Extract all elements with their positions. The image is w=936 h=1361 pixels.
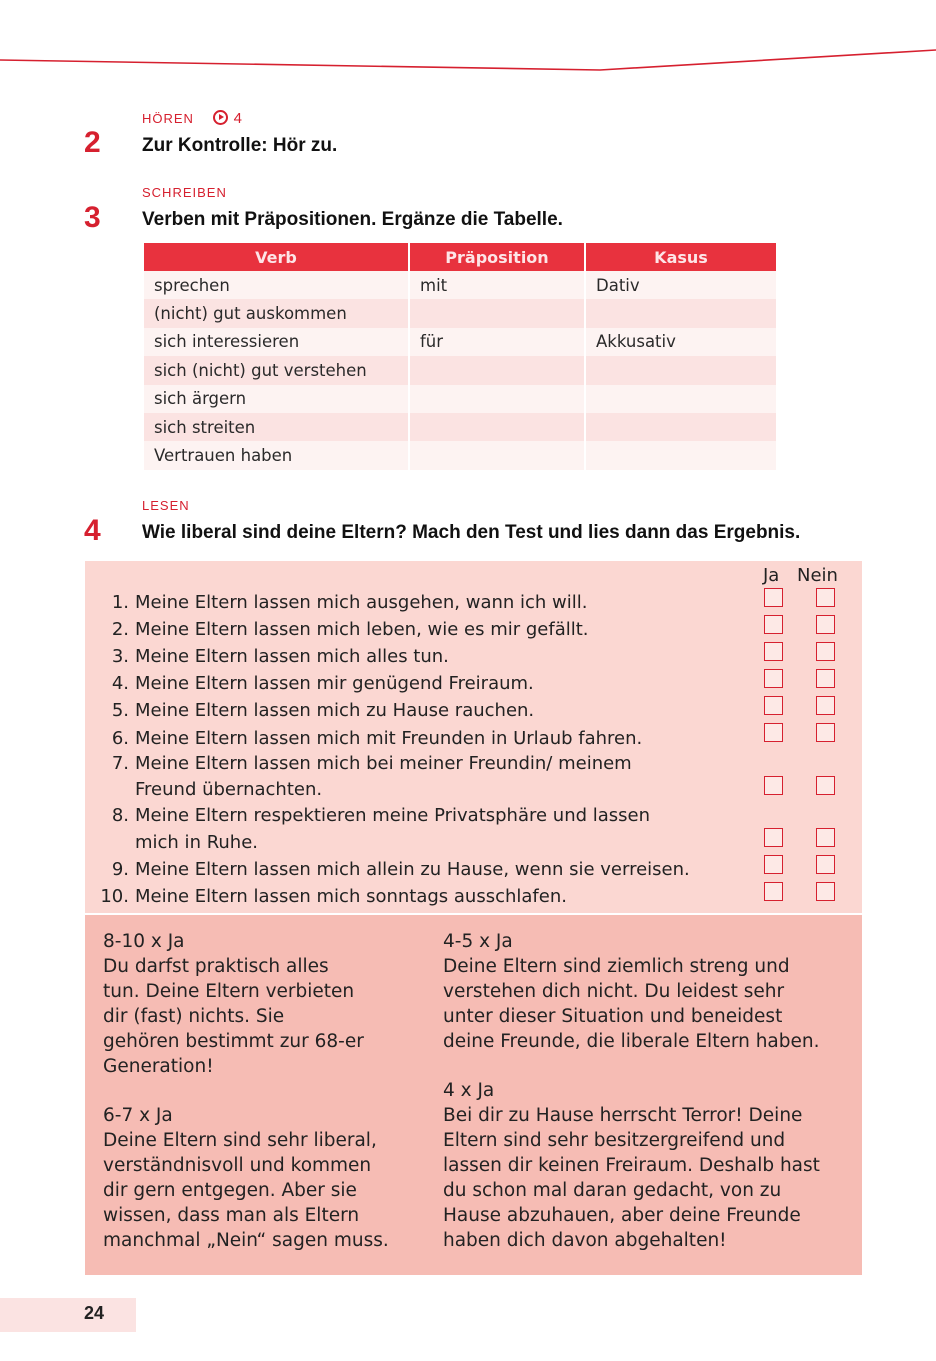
test-question-7: 7. Meine Eltern lassen mich bei meiner Freundin/ meinem [111, 753, 632, 774]
table-cell-verb: Vertrauen haben [144, 441, 408, 469]
table-cell-praeposition[interactable] [410, 413, 584, 441]
result-4-5 [443, 929, 853, 1054]
checkbox-ja-6[interactable] [764, 723, 783, 742]
result-8-10 [103, 929, 423, 1079]
audio-track[interactable]: 4 [213, 110, 242, 127]
checkbox-nein-2[interactable] [816, 615, 835, 634]
exercise-number-3: 3 [84, 201, 101, 234]
checkbox-ja-7[interactable] [764, 776, 783, 795]
checkbox-ja-1[interactable] [764, 588, 783, 607]
table-cell-kasus[interactable] [586, 413, 776, 441]
table-header-verb: Verb [144, 243, 408, 271]
table-row [144, 385, 776, 413]
page-number-tab [0, 1298, 136, 1332]
checkbox-nein-6[interactable] [816, 723, 835, 742]
test-question-8-cont: mich in Ruhe. [135, 832, 259, 853]
result-heading: 4 x Ja [443, 1080, 495, 1101]
checkbox-ja-3[interactable] [764, 642, 783, 661]
checkbox-ja-8[interactable] [764, 828, 783, 847]
exercise-2-instruction: Zur Kontrolle: Hör zu. [142, 135, 338, 156]
checkbox-nein-3[interactable] [816, 642, 835, 661]
section-label-schreiben: SCHREIBEN [142, 185, 227, 200]
result-text: Deine Eltern sind ziemlich streng und verstehen dich nicht. Du leidest sehr unter dieser Situation und beneidest deine Freunde, die liberale Eltern haben. [443, 956, 820, 1052]
test-question-1: 1. Meine Eltern lassen mich ausgehen, wann ich will. [111, 592, 588, 613]
table-header-kasus: Kasus [586, 243, 776, 271]
section-label-hoeren: HÖREN 4 [142, 110, 242, 127]
checkbox-ja-2[interactable] [764, 615, 783, 634]
exercise-number-4: 4 [84, 514, 101, 547]
checkbox-nein-10[interactable] [816, 882, 835, 901]
table-cell-praeposition[interactable]: für [410, 328, 584, 356]
result-text: Deine Eltern sind sehr liberal, verständnisvoll und kommen dir gern entgegen. Aber sie wissen, dass man als Eltern manchmal „Nein“ sagen muss. [103, 1130, 389, 1251]
result-text: Bei dir zu Hause herrscht Terror! Deine Eltern sind sehr besitzergreifend und lassen dir keinen Freiraum. Deshalb hast du schon mal daran gedacht, von zu Hause abzuhauen, aber deine Freunde haben dich davon abgehalten! [443, 1105, 820, 1251]
table-row [144, 299, 776, 327]
table-cell-praeposition[interactable] [410, 385, 584, 413]
table-cell-praeposition[interactable] [410, 356, 584, 384]
exercise-3-instruction: Verben mit Präpositionen. Ergänze die Tabelle. [142, 209, 563, 230]
table-row [144, 356, 776, 384]
verb-preposition-table [142, 243, 778, 470]
table-cell-kasus[interactable]: Akkusativ [586, 328, 776, 356]
test-question-2: 2. Meine Eltern lassen mich leben, wie es mir gefällt. [111, 619, 589, 640]
result-heading: 4-5 x Ja [443, 931, 513, 952]
header-rule [0, 0, 936, 80]
table-row [144, 441, 776, 469]
test-question-7-cont: Freund übernachten. [135, 779, 323, 800]
table-header-praeposition: Präposition [410, 243, 584, 271]
liberal-parents-test [85, 561, 862, 913]
table-row [144, 271, 776, 299]
test-question-5: 5. Meine Eltern lassen mich zu Hause rauchen. [111, 700, 535, 721]
table-cell-kasus[interactable]: Dativ [586, 271, 776, 299]
checkbox-nein-4[interactable] [816, 669, 835, 688]
checkbox-ja-10[interactable] [764, 882, 783, 901]
table-cell-kasus[interactable] [586, 441, 776, 469]
table-cell-praeposition[interactable] [410, 441, 584, 469]
table-row [144, 413, 776, 441]
checkbox-ja-9[interactable] [764, 855, 783, 874]
table-cell-verb: sprechen [144, 271, 408, 299]
checkbox-nein-8[interactable] [816, 828, 835, 847]
table-cell-verb: sich interessieren [144, 328, 408, 356]
table-cell-praeposition[interactable] [410, 299, 584, 327]
table-cell-verb: sich (nicht) gut verstehen [144, 356, 408, 384]
checkbox-ja-4[interactable] [764, 669, 783, 688]
table-cell-verb: (nicht) gut auskommen [144, 299, 408, 327]
play-icon[interactable] [213, 110, 228, 125]
exercise-4-instruction: Wie liberal sind deine Eltern? Mach den Test und lies dann das Ergebnis. [142, 522, 801, 543]
test-question-3: 3. Meine Eltern lassen mich alles tun. [111, 646, 449, 667]
section-label-lesen: LESEN [142, 498, 190, 513]
test-question-8: 8. Meine Eltern respektieren meine Privatsphäre und lassen [111, 805, 651, 826]
column-header-ja: Ja [763, 565, 780, 586]
result-text: Du darfst praktisch alles tun. Deine Eltern verbieten dir (fast) nichts. Sie gehören bestimmt zur 68-er Generation! [103, 956, 364, 1077]
checkbox-nein-7[interactable] [816, 776, 835, 795]
exercise-number-2: 2 [84, 126, 101, 159]
result-heading: 8-10 x Ja [103, 931, 185, 952]
test-question-6: 6. Meine Eltern lassen mich mit Freunden in Urlaub fahren. [111, 728, 643, 749]
table-cell-kasus[interactable] [586, 385, 776, 413]
test-results [85, 915, 862, 1275]
result-4 [443, 1078, 853, 1253]
checkbox-nein-5[interactable] [816, 696, 835, 715]
result-heading: 6-7 x Ja [103, 1105, 173, 1126]
column-header-nein: Nein [797, 565, 838, 586]
test-question-10: 10. Meine Eltern lassen mich sonntags ausschlafen. [100, 886, 567, 907]
test-question-9: 9. Meine Eltern lassen mich allein zu Hause, wenn sie verreisen. [111, 859, 690, 880]
table-cell-kasus[interactable] [586, 299, 776, 327]
table-row [144, 328, 776, 356]
checkbox-ja-5[interactable] [764, 696, 783, 715]
table-cell-kasus[interactable] [586, 356, 776, 384]
table-cell-verb: sich ärgern [144, 385, 408, 413]
page-number: 24 [84, 1303, 105, 1323]
table-cell-praeposition[interactable]: mit [410, 271, 584, 299]
table-cell-verb: sich streiten [144, 413, 408, 441]
test-question-4: 4. Meine Eltern lassen mir genügend Freiraum. [111, 673, 534, 694]
checkbox-nein-9[interactable] [816, 855, 835, 874]
result-6-7 [103, 1103, 423, 1253]
checkbox-nein-1[interactable] [816, 588, 835, 607]
